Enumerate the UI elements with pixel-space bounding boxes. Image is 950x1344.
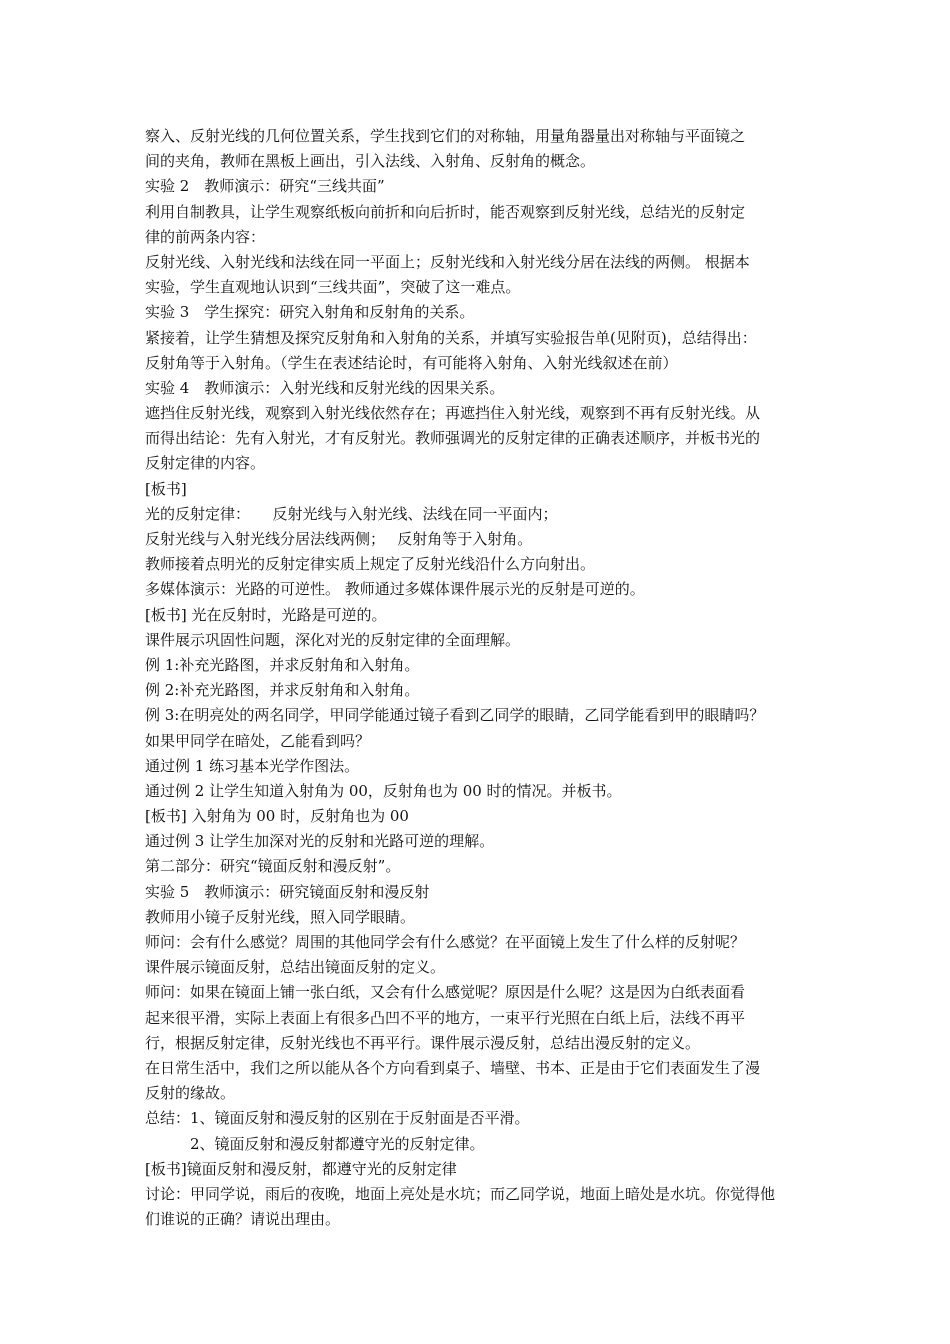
text-line: 反射光线、入射光线和法线在同一平面上；反射光线和入射光线分居在法线的两侧。 根据本 — [145, 252, 750, 271]
section-heading: 第二部分：研究“镜面反射和漫反射”。 — [145, 857, 401, 876]
text-line: 反射的缘故。 — [145, 1084, 236, 1103]
text-line: 间的夹角，教师在黑板上画出，引入法线、入射角、反射角的概念。 — [145, 152, 596, 171]
text-line: 反射光线与入射光线分居法线两侧； 反射角等于入射角。 — [145, 530, 533, 548]
text-line: 遮挡住反射光线，观察到入射光线依然存在；再遮挡住入射光线，观察到不再有反射光线。从 — [145, 404, 761, 423]
board-note: [板书]镜面反射和漫反射，都遵守光的反射定律 — [145, 1159, 457, 1178]
text-line: 在日常生活中，我们之所以能从各个方向看到桌子、墙壁、书本、正是由于它们表面发生了漫 — [145, 1058, 761, 1077]
text-line: 光的反射定律： 反射光线与入射光线、法线在同一平面内； — [145, 504, 558, 523]
summary-item: 总结：1、镜面反射和漫反射的区别在于反射面是否平滑。 — [145, 1109, 530, 1128]
text-line: 讨论：甲同学说，雨后的夜晚，地面上亮处是水坑；而乙同学说，地面上暗处是水坑。你觉得他 — [145, 1184, 776, 1203]
text-line: 通过例 1 练习基本光学作图法。 — [145, 756, 360, 775]
text-line: 师问：如果在镜面上铺一张白纸，又会有什么感觉呢？原因是什么呢？这是因为白纸表面看 — [145, 983, 746, 1002]
experiment-heading: 实验 2 教师演示：研究“三线共面” — [145, 177, 385, 196]
document-body — [145, 124, 810, 1232]
text-line: 通过例 2 让学生知道入射角为 00，反射角也为 00 时的情况。并板书。 — [145, 781, 622, 800]
text-line: 察入、反射光线的几何位置关系，学生找到它们的对称轴，用量角器量出对称轴与平面镜之 — [145, 127, 746, 145]
text-line: 教师用小镜子反射光线，照入同学眼睛。 — [145, 907, 416, 926]
board-note: [板书] 光在反射时，光路是可逆的。 — [145, 605, 387, 624]
text-line: 师问：会有什么感觉？周围的其他同学会有什么感觉？在平面镜上发生了什么样的反射呢？ — [145, 933, 746, 951]
text-line: 紧接着，让学生猜想及探究反射角和入射角的关系，并填写实验报告单(见附页)，总结得出： — [145, 328, 757, 347]
experiment-heading: 实验 5 教师演示：研究镜面反射和漫反射 — [145, 882, 430, 901]
text-line: 教师接着点明光的反射定律实质上规定了反射光线沿什么方向射出。 — [145, 555, 596, 574]
text-line: 实验，学生直观地认识到“三线共面”，突破了这一难点。 — [145, 278, 521, 297]
example-item: 例 3:在明亮处的两名同学，甲同学能通过镜子看到乙同学的眼睛，乙同学能看到甲的眼睛吗？ — [145, 706, 765, 725]
text-line: 多媒体演示：光路的可逆性。 教师通过多媒体课件展示光的反射是可逆的。 — [145, 580, 645, 599]
text-line: 起来很平滑，实际上表面上有很多凸凹不平的地方，一束平行光照在白纸上后，法线不再平 — [145, 1008, 746, 1027]
text-line: 反射定律的内容。 — [145, 454, 266, 473]
experiment-heading: 实验 4 教师演示：入射光线和反射光线的因果关系。 — [145, 378, 505, 397]
text-line: 利用自制教具，让学生观察纸板向前折和向后折时，能否观察到反射光线，总结光的反射定 — [145, 202, 746, 221]
text-line: 通过例 3 让学生加深对光的反射和光路可逆的理解。 — [145, 832, 495, 851]
summary-item: 2、镜面反射和漫反射都遵守光的反射定律。 — [145, 1134, 485, 1153]
board-note: [板书] 入射角为 00 时，反射角也为 00 — [145, 807, 409, 826]
experiment-heading: 实验 3 学生探究：研究入射角和反射角的关系。 — [145, 303, 475, 322]
example-item: 例 1:补充光路图，并求反射角和入射角。 — [145, 655, 420, 674]
text-line: 行，根据反射定律，反射光线也不再平行。课件展示漫反射，总结出漫反射的定义。 — [145, 1033, 701, 1052]
board-note: [板书] — [145, 479, 187, 498]
text-line: 如果甲同学在暗处，乙能看到吗？ — [145, 731, 371, 750]
example-item: 例 2:补充光路图，并求反射角和入射角。 — [145, 681, 420, 700]
text-line: 律的前两条内容： — [145, 227, 266, 246]
text-line: 而得出结论：先有入射光，才有反射光。教师强调光的反射定律的正确表述顺序，并板书光的 — [145, 429, 761, 448]
text-line: 课件展示巩固性问题，深化对光的反射定律的全面理解。 — [145, 630, 521, 649]
text-line: 们谁说的正确？请说出理由。 — [145, 1210, 341, 1229]
text-line: 反射角等于入射角。（学生在表述结论时，有可能将入射角、入射光线叙述在前） — [145, 353, 678, 372]
text-line: 课件展示镜面反射，总结出镜面反射的定义。 — [145, 958, 446, 977]
